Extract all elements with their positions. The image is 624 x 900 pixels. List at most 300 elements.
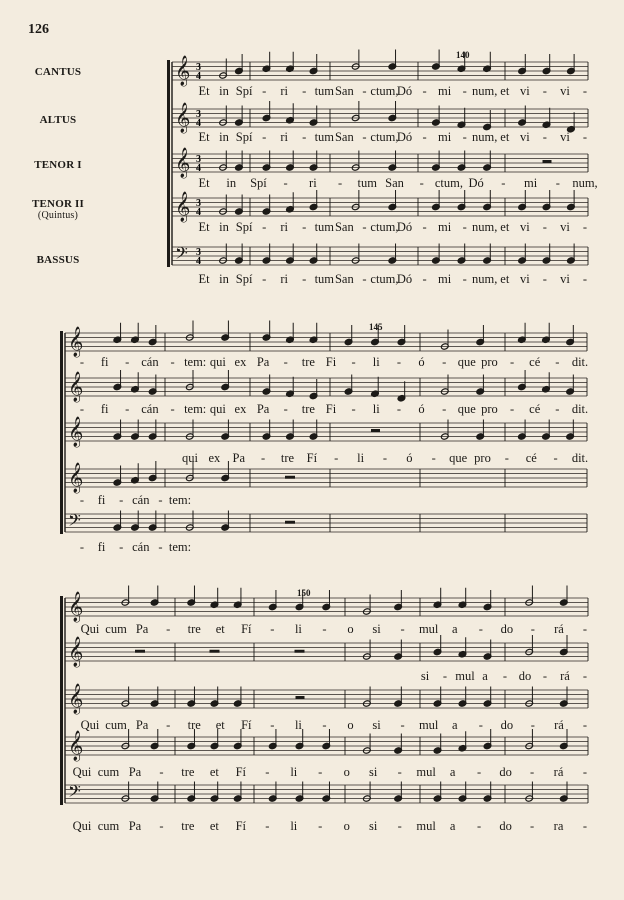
lyric-syllable: Dó (468, 176, 484, 190)
lyric-syllable: - (478, 718, 483, 732)
lyric-syllable: et (209, 819, 219, 833)
lyric-syllable: li (357, 451, 365, 465)
lyric-syllable: Spí (235, 130, 253, 144)
treble-clef-icon: 𝄞 (68, 637, 84, 666)
lyric-syllable: tum (314, 84, 335, 98)
lyric-syllable: mul (416, 819, 436, 833)
lyric-syllable: - (510, 402, 515, 416)
lyric-syllable: - (318, 819, 323, 833)
bass-clef-icon: 𝄢 (68, 783, 81, 805)
lyric-syllable: - (170, 402, 175, 416)
lyric-syllable: - (302, 272, 307, 286)
lyric-syllable: - (582, 718, 588, 732)
time-signature: 3 (196, 62, 201, 73)
lyric-syllable: dit. (571, 402, 589, 416)
treble-clef-icon: 𝄞 (68, 592, 84, 621)
lyric-syllable: Fi (325, 355, 337, 369)
lyric-syllable: do (500, 622, 514, 636)
lyric-syllable: o (343, 819, 350, 833)
rest-mark (135, 650, 145, 653)
lyric-syllable: - (270, 718, 275, 732)
lyric-syllable: qui (209, 355, 226, 369)
time-signature: 4 (196, 256, 201, 267)
time-signature: 4 (196, 163, 201, 174)
time-signature: 3 (196, 154, 201, 165)
lyric-syllable: rá (553, 765, 564, 779)
lyric-syllable: do (518, 669, 532, 683)
lyric-syllable: cán (132, 493, 150, 507)
lyric-syllable: tre (301, 355, 315, 369)
lyric-syllable: - (166, 718, 171, 732)
lyric-syllable: - (79, 355, 85, 369)
lyric-syllable: - (553, 451, 558, 465)
time-signature: 4 (196, 207, 201, 218)
lyric-syllable: et (500, 130, 510, 144)
lyric-syllable: - (510, 355, 515, 369)
lyric-syllable: tre (181, 765, 195, 779)
lyric-syllable: cum (97, 819, 120, 833)
treble-clef-icon: 𝄞 (68, 684, 84, 713)
lyric-syllable: cán (132, 540, 150, 554)
lyric-syllable: Pa (256, 355, 270, 369)
lyric-syllable: Dó (396, 130, 413, 144)
lyric-syllable: vi (560, 84, 570, 98)
lyric-syllable: et (209, 765, 219, 779)
rest-mark (285, 521, 295, 524)
lyric-syllable: - (422, 84, 427, 98)
lyric-syllable: - (79, 493, 85, 507)
lyric-syllable: li (294, 718, 302, 732)
lyric-syllable: vi (519, 130, 530, 144)
lyric-syllable: o (347, 718, 354, 732)
lyric-syllable: - (462, 220, 467, 234)
lyric-syllable: San (334, 84, 354, 98)
lyric-syllable: a (451, 622, 458, 636)
lyric-syllable: fi (100, 402, 109, 416)
lyric-syllable: mi (438, 84, 452, 98)
lyric-syllable: - (322, 622, 327, 636)
lyric-syllable: ó (418, 355, 425, 369)
lyric-syllable: - (396, 355, 401, 369)
time-signature: 4 (196, 71, 201, 82)
lyric-syllable: si (420, 669, 430, 683)
lyric-syllable: - (261, 451, 266, 465)
system-bracket (60, 596, 63, 805)
lyric-syllable: rá (560, 669, 570, 683)
lyric-syllable: - (477, 819, 482, 833)
lyric-syllable: - (119, 540, 124, 554)
lyric-syllable: Qui (80, 622, 100, 636)
lyric-syllable: ó (418, 402, 425, 416)
time-signature: 3 (196, 109, 201, 120)
lyric-syllable: tum (314, 130, 335, 144)
lyric-syllable: Dó (396, 84, 413, 98)
lyric-syllable: ri (280, 84, 289, 98)
part-name: TENOR II (31, 198, 85, 210)
lyric-syllable: a (482, 669, 488, 683)
lyric-syllable: si (369, 819, 378, 833)
lyric-syllable: - (442, 355, 447, 369)
lyric-syllable: li (372, 402, 380, 416)
lyric-syllable: in (219, 220, 229, 234)
part-name: TENOR I (34, 159, 82, 171)
lyric-syllable: Fí (235, 765, 247, 779)
lyric-syllable: - (530, 622, 535, 636)
lyric-syllable: vi (519, 84, 530, 98)
lyric-syllable: - (442, 669, 448, 683)
lyric-syllable: mul (418, 718, 439, 732)
lyric-syllable: - (166, 622, 171, 636)
lyric-syllable: num, (472, 130, 498, 144)
bass-clef-icon: 𝄢 (68, 512, 81, 534)
lyric-syllable: - (362, 130, 367, 144)
lyric-syllable: - (422, 130, 427, 144)
lyric-syllable: a (449, 819, 456, 833)
lyric-syllable: cum (105, 718, 127, 732)
lyric-syllable: li (290, 819, 298, 833)
lyric-syllable: - (555, 176, 560, 190)
part-name: CANTUS (34, 66, 82, 78)
lyric-syllable: vi (560, 272, 570, 286)
lyric-syllable: - (125, 355, 130, 369)
lyric-syllable: rá (554, 718, 564, 732)
lyric-syllable: li (294, 622, 302, 636)
lyric-syllable: - (397, 765, 402, 779)
lyric-syllable: ctum, (370, 84, 399, 98)
lyric-syllable: - (477, 765, 482, 779)
lyric-syllable: Spí (235, 84, 253, 98)
lyric-syllable: ctum, (370, 220, 399, 234)
measure-number-145: 145 (369, 322, 383, 332)
lyric-syllable: a (451, 718, 458, 732)
measure-number-150: 150 (297, 588, 311, 598)
lyric-syllable: - (170, 355, 175, 369)
lyric-syllable: Fí (241, 718, 252, 732)
lyric-syllable: tem: (168, 493, 192, 507)
lyric-syllable: - (501, 176, 506, 190)
lyric-syllable: - (79, 402, 85, 416)
lyric-syllable: San (334, 220, 354, 234)
lyric-syllable: pro (481, 355, 498, 369)
lyric-syllable: si (369, 765, 378, 779)
treble-clef-icon: 𝄞 (175, 192, 191, 221)
lyric-syllable: num, (472, 220, 498, 234)
lyric-syllable: fi (97, 493, 106, 507)
lyric-syllable: - (542, 130, 547, 144)
lyric-syllable: et (500, 220, 510, 234)
lyric-syllable: ra (553, 819, 564, 833)
part-name: ALTUS (39, 114, 77, 126)
lyric-syllable: ó (406, 451, 413, 465)
lyric-syllable: - (529, 765, 535, 779)
lyric-syllable: - (542, 84, 547, 98)
lyric-syllable: Et (198, 176, 210, 190)
lyric-syllable: vi (560, 130, 570, 144)
lyric-syllable: - (265, 765, 270, 779)
lyric-syllable: Qui (80, 718, 100, 732)
lyric-syllable: - (302, 130, 307, 144)
lyric-syllable: ri (309, 176, 317, 190)
lyric-syllable: - (351, 355, 356, 369)
lyric-syllable: Dó (396, 272, 413, 286)
lyric-syllable: San (334, 272, 354, 286)
lyric-syllable: dit. (571, 451, 589, 465)
treble-clef-icon: 𝄞 (175, 148, 191, 177)
lyric-syllable: - (351, 402, 356, 416)
lyric-syllable: - (159, 819, 164, 833)
lyric-syllable: - (270, 622, 275, 636)
lyric-syllable: - (582, 669, 588, 683)
lyric-syllable: mul (418, 622, 439, 636)
lyric-syllable: ex (234, 402, 247, 416)
lyric-syllable: num, (472, 272, 498, 286)
lyric-syllable: Pa (256, 402, 270, 416)
lyric-syllable: - (397, 819, 402, 833)
lyric-syllable: tre (280, 451, 295, 465)
lyric-syllable: - (462, 272, 467, 286)
lyric-syllable: - (422, 220, 427, 234)
lyric-syllable: li (290, 765, 298, 779)
lyric-syllable: - (582, 819, 588, 833)
lyric-syllable: fi (97, 540, 106, 554)
lyric-syllable: num, (472, 84, 498, 98)
lyric-syllable: - (582, 130, 588, 144)
lyric-syllable: tem: (168, 540, 192, 554)
system-bracket (167, 60, 170, 267)
lyric-syllable: - (396, 402, 401, 416)
lyric-syllable: in (226, 176, 237, 190)
lyric-syllable: Fí (235, 819, 247, 833)
lyric-syllable: qui (209, 402, 226, 416)
lyric-syllable: tem: (184, 402, 207, 416)
lyric-syllable: - (159, 765, 164, 779)
lyric-syllable: - (582, 765, 588, 779)
lyric-syllable: - (555, 402, 560, 416)
lyric-syllable: - (362, 220, 367, 234)
lyric-syllable: cum (97, 765, 120, 779)
lyric-syllable: que (457, 402, 476, 416)
treble-clef-icon: 𝄞 (68, 417, 84, 446)
lyric-syllable: ctum, (434, 176, 463, 190)
lyric-syllable: mul (455, 669, 475, 683)
treble-clef-icon: 𝄞 (68, 463, 84, 492)
lyric-syllable: - (555, 355, 560, 369)
lyric-syllable: - (462, 130, 467, 144)
lyric-syllable: - (283, 355, 288, 369)
lyric-syllable: - (262, 130, 267, 144)
lyric-syllable: vi (519, 272, 530, 286)
lyric-syllable: tre (187, 718, 201, 732)
lyric-syllable: - (119, 493, 124, 507)
rest-mark (295, 650, 305, 653)
lyric-syllable: o (347, 622, 354, 636)
lyric-syllable: Pa (135, 718, 149, 732)
lyric-syllable: - (400, 718, 405, 732)
rest-mark (210, 650, 220, 653)
lyric-syllable: Fi (325, 402, 337, 416)
lyric-syllable: tre (181, 819, 195, 833)
system-bracket (60, 331, 63, 534)
lyric-syllable: - (431, 451, 436, 465)
lyric-syllable: - (302, 220, 307, 234)
lyric-syllable: - (400, 622, 405, 636)
lyric-syllable: Fí (241, 622, 252, 636)
lyric-syllable: dit. (571, 355, 589, 369)
lyric-syllable: - (262, 84, 267, 98)
lyric-syllable: Qui (72, 819, 92, 833)
rest-mark (296, 696, 305, 699)
lyric-syllable: tre (187, 622, 201, 636)
lyric-syllable: ex (234, 355, 247, 369)
lyric-syllable: ri (280, 272, 289, 286)
lyric-syllable: - (318, 765, 323, 779)
lyric-syllable: Pa (232, 451, 245, 465)
lyric-syllable: - (582, 84, 588, 98)
lyric-syllable: - (283, 176, 288, 190)
lyric-syllable: - (582, 272, 588, 286)
lyric-syllable: - (158, 493, 163, 507)
rest-mark (371, 429, 380, 432)
lyric-syllable: - (382, 451, 388, 465)
lyric-syllable: in (219, 272, 229, 286)
lyric-syllable: vi (560, 220, 570, 234)
lyric-syllable: ex (208, 451, 221, 465)
lyric-syllable: mul (416, 765, 436, 779)
lyric-syllable: - (542, 272, 547, 286)
lyric-syllable: tum (314, 220, 335, 234)
lyric-syllable: et (215, 718, 225, 732)
lyric-syllable: vi (519, 220, 530, 234)
lyric-syllable: - (125, 402, 130, 416)
lyric-syllable: a (449, 765, 456, 779)
lyric-syllable: - (79, 540, 85, 554)
rest-mark (285, 476, 295, 479)
lyric-syllable: do (500, 718, 514, 732)
lyric-syllable: - (442, 402, 447, 416)
lyric-syllable: o (343, 765, 350, 779)
lyric-syllable: num, (572, 176, 598, 190)
lyric-syllable: - (334, 451, 339, 465)
lyric-syllable: - (422, 272, 427, 286)
lyric-syllable: Spí (235, 272, 253, 286)
lyric-syllable: pro (481, 402, 498, 416)
lyric-syllable: - (582, 220, 588, 234)
treble-clef-icon: 𝄞 (68, 372, 84, 401)
lyric-syllable: cé (525, 451, 537, 465)
lyric-syllable: et (500, 84, 510, 98)
lyric-syllable: li (372, 355, 380, 369)
lyric-syllable: fi (100, 355, 109, 369)
lyric-syllable: - (302, 84, 307, 98)
lyric-syllable: cum (105, 622, 127, 636)
treble-clef-icon: 𝄞 (175, 103, 191, 132)
lyric-syllable: - (322, 718, 327, 732)
lyric-syllable: - (504, 451, 509, 465)
lyric-syllable: Fí (306, 451, 318, 465)
lyric-syllable: San (334, 130, 354, 144)
lyric-syllable: Et (198, 220, 210, 234)
treble-clef-icon: 𝄞 (68, 327, 84, 356)
lyric-syllable: ctum, (370, 130, 399, 144)
lyric-syllable: - (529, 819, 535, 833)
lyric-syllable: Spí (235, 220, 253, 234)
lyric-syllable: Pa (135, 622, 149, 636)
lyric-syllable: - (502, 669, 508, 683)
time-signature: 3 (196, 247, 201, 258)
lyric-syllable: Spí (250, 176, 267, 190)
lyric-syllable: Qui (72, 765, 92, 779)
lyric-syllable: - (265, 819, 270, 833)
rest-mark (543, 160, 552, 163)
lyric-syllable: in (219, 130, 229, 144)
part-name: BASSUS (36, 254, 80, 266)
lyric-syllable: cán (141, 402, 159, 416)
part-subtitle: (Quintus) (37, 210, 79, 221)
lyric-syllable: et (215, 622, 225, 636)
lyric-syllable: Pa (128, 765, 142, 779)
lyric-syllable: que (449, 451, 468, 465)
lyric-syllable: Pa (128, 819, 142, 833)
lyric-syllable: - (530, 718, 535, 732)
lyric-syllable: - (542, 220, 547, 234)
lyric-syllable: Et (198, 130, 210, 144)
lyric-syllable: - (262, 272, 267, 286)
lyric-syllable: - (419, 176, 424, 190)
lyric-syllable: pro (474, 451, 491, 465)
lyric-syllable: Et (198, 84, 210, 98)
lyric-syllable: cé (529, 402, 541, 416)
lyric-syllable: tem: (184, 355, 207, 369)
lyric-syllable: mi (438, 130, 452, 144)
lyric-syllable: Et (198, 272, 210, 286)
lyric-syllable: cán (141, 355, 159, 369)
lyric-syllable: - (462, 84, 467, 98)
treble-clef-icon: 𝄞 (68, 731, 84, 760)
lyric-syllable: San (385, 176, 404, 190)
lyric-syllable: Dó (396, 220, 413, 234)
lyric-syllable: si (372, 622, 381, 636)
lyric-syllable: mi (438, 272, 452, 286)
time-signature: 4 (196, 118, 201, 129)
lyric-syllable: - (542, 669, 548, 683)
lyric-syllable: ri (280, 130, 289, 144)
bass-clef-icon: 𝄢 (175, 245, 188, 267)
lyric-syllable: do (499, 765, 512, 779)
time-signature: 3 (196, 198, 201, 209)
lyric-syllable: - (337, 176, 343, 190)
measure-number-140: 140 (456, 50, 470, 60)
lyric-syllable: rá (554, 622, 564, 636)
lyric-syllable: mi (438, 220, 452, 234)
lyric-syllable: - (362, 84, 367, 98)
treble-clef-icon: 𝄞 (175, 56, 191, 85)
lyric-syllable: - (283, 402, 288, 416)
lyric-syllable: qui (182, 451, 198, 465)
lyric-syllable: - (262, 220, 267, 234)
lyric-syllable: - (582, 622, 588, 636)
lyric-syllable: si (372, 718, 381, 732)
lyric-syllable: tum (314, 272, 335, 286)
lyric-syllable: et (500, 272, 510, 286)
page-number: 126 (28, 22, 49, 37)
lyric-syllable: cé (529, 355, 541, 369)
lyric-syllable: - (158, 540, 163, 554)
lyric-syllable: - (478, 622, 483, 636)
lyric-syllable: do (499, 819, 512, 833)
lyric-syllable: ri (280, 220, 289, 234)
lyric-syllable: que (457, 355, 476, 369)
lyric-syllable: tum (357, 176, 378, 190)
